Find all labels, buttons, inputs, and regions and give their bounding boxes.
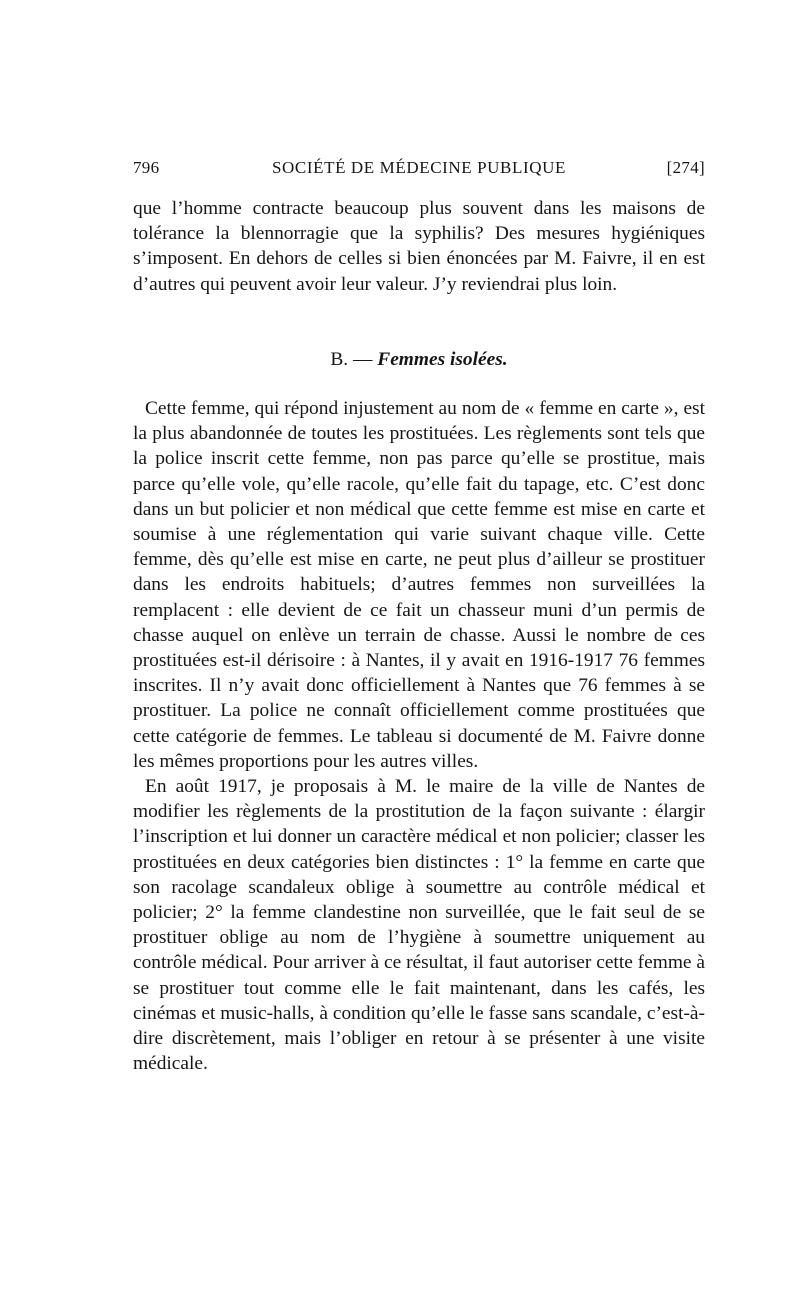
section-heading (133, 347, 705, 372)
section-letter: B. — (330, 349, 373, 370)
running-title: SOCIÉTÉ DE MÉDECINE PUBLIQUE (272, 158, 566, 177)
bracket-page-number: [274] (666, 158, 705, 177)
paragraph: que l’homme contracte beaucoup plus souvent dans les maisons de tolérance la blennorragie que la syphilis? Des mesures hygiéniques s’imposent. En dehors de celles si bien énoncées par M. Faivre, il en est d’autres qui peuvent avoir leur valeur. J’y reviendrai plus loin. (133, 198, 705, 295)
paragraph: En août 1917, je proposais à M. le maire de la ville de Nantes de modifier les règlements de la prostitution de la façon suivante : élargir l’inscription et lui donner un caractère médical et non policier; classer les prostituées en deux catégories bien distinctes : 1° la femme en carte que son racolage scandaleux oblige à soumettre au contrôle médical et policier; 2° la femme clandestine non surveillée, que le fait seul de se prostituer oblige au nom de l’hygiène à soumettre uniquement au contrôle médical. Pour arriver à ce résultat, il faut autoriser cette femme à se prostituer tout comme elle le fait maintenant, dans les cafés, les cinémas et music-halls, à condition qu’elle le fasse sans scandale, c’est-à-dire discrètement, mais l’obliger en retour à se présenter à une visite médicale. (133, 776, 705, 1075)
page-number: 796 (133, 158, 160, 177)
main-text-block (133, 396, 705, 1076)
section-title: Femmes isolées. (377, 349, 508, 370)
running-header (133, 158, 705, 182)
paragraph: Cette femme, qui répond injustement au nom de « femme en carte », est la plus abandonnée de toutes les prostituées. Les règlements sont tels que la police inscrit cette femme, non pas parce qu’elle se prostitue, mais parce qu’elle vole, qu’elle racole, qu’elle fait du tapage, etc. C’est donc dans un but policier et non médical que cette femme est mise en carte et soumise à une réglementation qui varie suivant chaque ville. Cette femme, dès qu’elle est mise en carte, ne peut plus d’ailleur se prostituer dans les endroits habituels; d’autres femmes non surveillées la remplacent : elle devient de ce fait un chasseur muni d’un permis de chasse auquel on enlève un terrain de chasse. Aussi le nombre de ces prostituées est-il dérisoire : à Nantes, il y avait en 1916-1917 76 femmes inscrites. Il n’y avait donc officiellement à Nantes que 76 femmes à se prostituer. La police ne connaît officiellement comme prostituées que cette catégorie de femmes. Le tableau si documenté de M. Faivre donne les mêmes proportions pour les autres villes. (133, 398, 705, 772)
opening-text-block (133, 196, 705, 297)
